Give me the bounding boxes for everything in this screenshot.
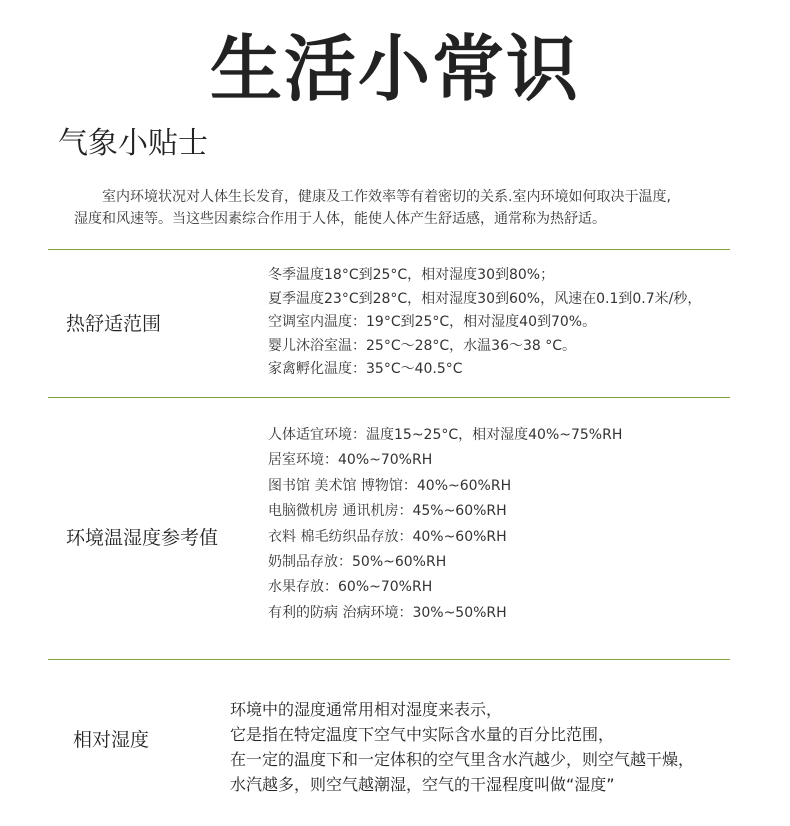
list-item: 有利的防病 治病环境：30%~50%RH xyxy=(268,604,507,621)
list-item: 夏季温度23°C到28°C，相对湿度30到60%，风速在0.1到0.7米/秒， xyxy=(268,290,702,307)
page-title: 生活小常识 xyxy=(209,27,580,111)
divider xyxy=(48,397,730,398)
list-item: 奶制品存放：50%~60%RH xyxy=(268,554,447,571)
list-item: 冬季温度18°C到25°C，相对湿度30到80%； xyxy=(268,267,555,283)
list-item: 空调室内温度：19°C到25°C，相对湿度40到70%。 xyxy=(268,314,597,330)
relative-humidity-label: 相对湿度 xyxy=(73,729,150,751)
list-item: 图书馆 美术馆 博物馆：40%~60%RH xyxy=(268,477,512,494)
text-line: 它是指在特定温度下空气中实际含水量的百分比范围， xyxy=(230,725,615,744)
thermal-comfort-list xyxy=(268,264,701,382)
reference-values-label: 环境温湿度参考值 xyxy=(66,527,219,549)
list-item: 居室环境：40%~70%RH xyxy=(268,452,433,469)
text-line: 环境中的湿度通常用相对湿度来表示， xyxy=(230,700,503,719)
relative-humidity-text xyxy=(230,697,694,797)
text-line: 在一定的温度下和一定体积的空气里含水汽越少，则空气越干燥， xyxy=(230,750,695,769)
divider xyxy=(48,249,730,250)
text-line: 水汽越多，则空气越潮湿，空气的干湿程度叫做“湿度” xyxy=(230,775,615,794)
reference-values-list xyxy=(268,423,622,626)
intro-paragraph xyxy=(74,186,764,230)
list-item: 家禽孵化温度：35°C～40.5°C xyxy=(268,361,463,377)
list-item: 婴儿沐浴室温：25°C～28°C，水温36～38 °C。 xyxy=(268,337,577,354)
list-item: 人体适宜环境：温度15~25°C，相对湿度40%~75%RH xyxy=(268,427,623,443)
list-item: 水果存放：60%~70%RH xyxy=(268,579,433,596)
thermal-comfort-label: 热舒适范围 xyxy=(66,313,162,335)
divider xyxy=(48,659,730,660)
list-item: 电脑微机房 通讯机房：45%~60%RH xyxy=(268,503,507,520)
intro-line-1: 室内环境状况对人体生长发育，健康及工作效率等有着密切的关系.室内环境如何取决于温度, xyxy=(102,189,671,205)
section-subtitle: 气象小贴士 xyxy=(58,126,208,161)
list-item: 衣料 棉毛纺织品存放：40%~60%RH xyxy=(268,528,507,545)
intro-line-2: 湿度和风速等。当这些因素综合作用于人体，能使人体产生舒适感，通常称为热舒适。 xyxy=(74,211,606,227)
